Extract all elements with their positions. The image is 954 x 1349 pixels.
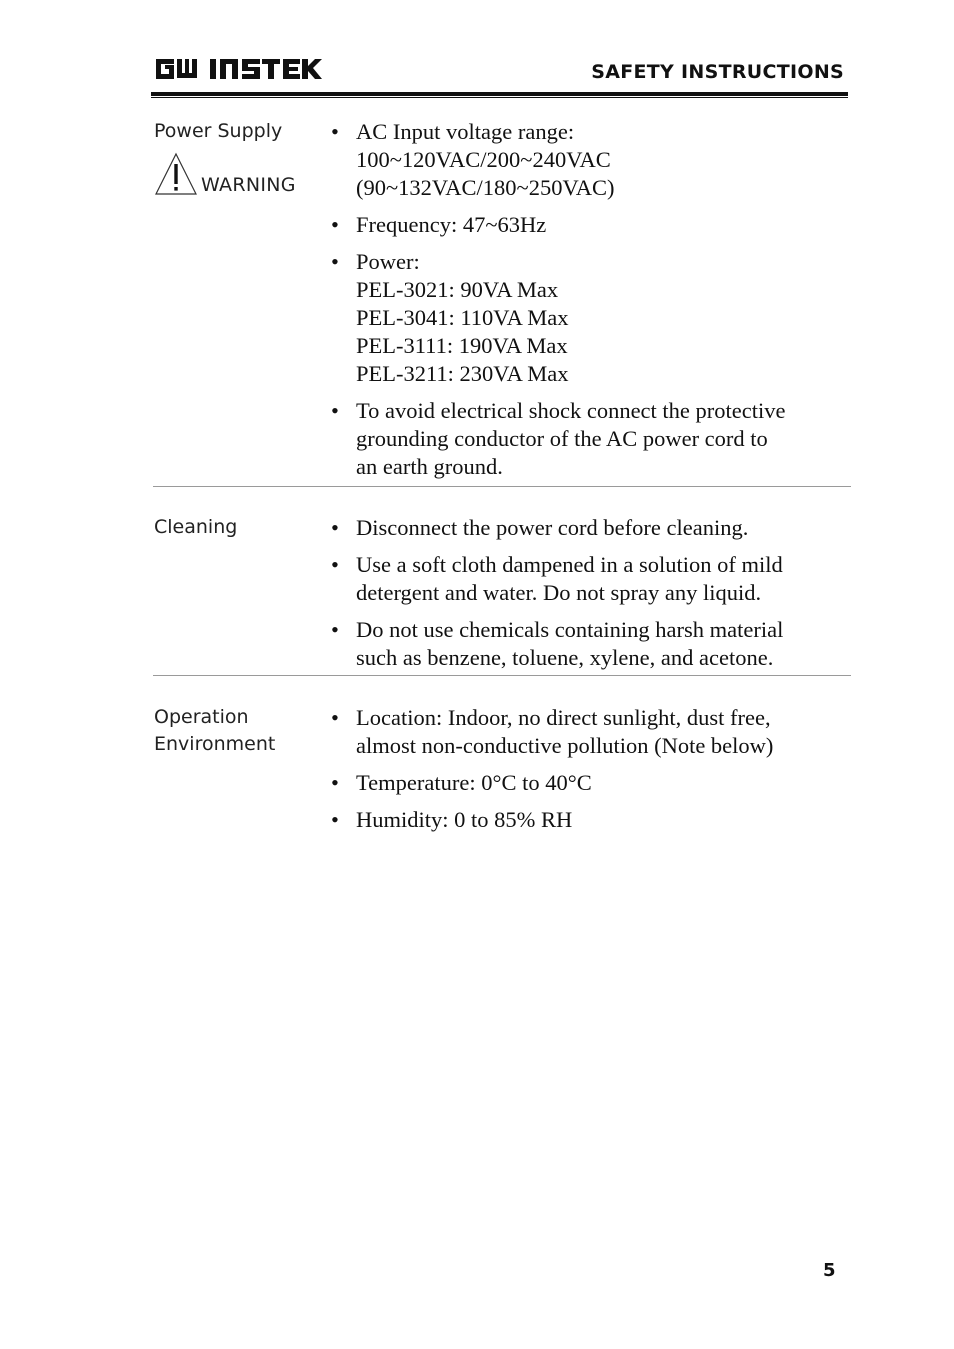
list-item xyxy=(330,514,850,542)
list-item xyxy=(330,704,850,760)
list-item-text: Disconnect the power cord before cleaning. xyxy=(356,515,749,540)
list-item-text: Location: Indoor, no direct sunlight, dust free, xyxy=(356,705,771,730)
list-item-text: Power: xyxy=(356,249,420,274)
list-item-text: (90~132VAC/180~250VAC) xyxy=(356,175,615,200)
list-item-text: grounding conductor of the AC power cord to xyxy=(356,426,768,451)
gw-instek-logo xyxy=(154,55,322,83)
list-item xyxy=(330,397,850,481)
section-title: SAFETY INSTRUCTIONS xyxy=(591,61,844,83)
label-line: Operation xyxy=(154,706,249,728)
warning-block xyxy=(154,152,324,196)
warning-triangle-icon xyxy=(154,152,198,196)
list-item-text: detergent and water. Do not spray any liquid. xyxy=(356,580,762,605)
cleaning-label: Cleaning xyxy=(154,516,238,538)
list-item-text: Do not use chemicals containing harsh material xyxy=(356,617,784,642)
page-number: 5 xyxy=(823,1260,836,1281)
list-item-text: almost non-conductive pollution (Note below) xyxy=(356,733,774,758)
bullet-icon: • xyxy=(331,705,339,730)
bullet-icon: • xyxy=(331,398,339,423)
header-rule-thin xyxy=(151,97,848,98)
section-divider xyxy=(153,486,851,487)
list-item xyxy=(330,551,850,607)
list-item-text: To avoid electrical shock connect the protective xyxy=(356,398,786,423)
bullet-icon: • xyxy=(331,212,339,237)
list-item xyxy=(330,248,850,388)
list-item-text: Humidity: 0 to 85% RH xyxy=(356,807,573,832)
list-item xyxy=(330,806,850,834)
list-item xyxy=(330,211,850,239)
list-item-text: an earth ground. xyxy=(356,454,503,479)
list-item xyxy=(330,769,850,797)
list-item xyxy=(330,616,850,672)
bullet-icon: • xyxy=(331,807,339,832)
warning-label: WARNING xyxy=(201,174,296,196)
header-rule xyxy=(151,92,848,96)
bullet-icon: • xyxy=(331,249,339,274)
power-supply-label: Power Supply xyxy=(154,120,283,142)
power-supply-list xyxy=(330,118,850,490)
power-supply-section xyxy=(154,118,851,488)
list-item-text: 100~120VAC/200~240VAC xyxy=(356,147,611,172)
list-item-text: PEL-3211: 230VA Max xyxy=(356,361,569,386)
list-item-text: Frequency: 47~63Hz xyxy=(356,212,547,237)
operation-environment-list xyxy=(330,704,850,843)
list-item xyxy=(330,118,850,202)
list-item-text: AC Input voltage range: xyxy=(356,119,575,144)
bullet-icon: • xyxy=(331,552,339,577)
bullet-icon: • xyxy=(331,515,339,540)
bullet-icon: • xyxy=(331,770,339,795)
list-item-text: PEL-3021: 90VA Max xyxy=(356,277,559,302)
list-item-text: Use a soft cloth dampened in a solution of mild xyxy=(356,552,783,577)
bullet-icon: • xyxy=(331,119,339,144)
cleaning-section xyxy=(154,514,851,674)
section-divider xyxy=(153,675,851,676)
cleaning-list xyxy=(330,514,850,681)
operation-environment-label xyxy=(154,704,324,758)
list-item-text: PEL-3111: 190VA Max xyxy=(356,333,568,358)
bullet-icon: • xyxy=(331,617,339,642)
list-item-text: such as benzene, toluene, xylene, and acetone. xyxy=(356,645,774,670)
label-line: Environment xyxy=(154,733,276,755)
list-item-text: Temperature: 0°C to 40°C xyxy=(356,770,592,795)
operation-environment-section xyxy=(154,704,851,844)
list-item-text: PEL-3041: 110VA Max xyxy=(356,305,569,330)
